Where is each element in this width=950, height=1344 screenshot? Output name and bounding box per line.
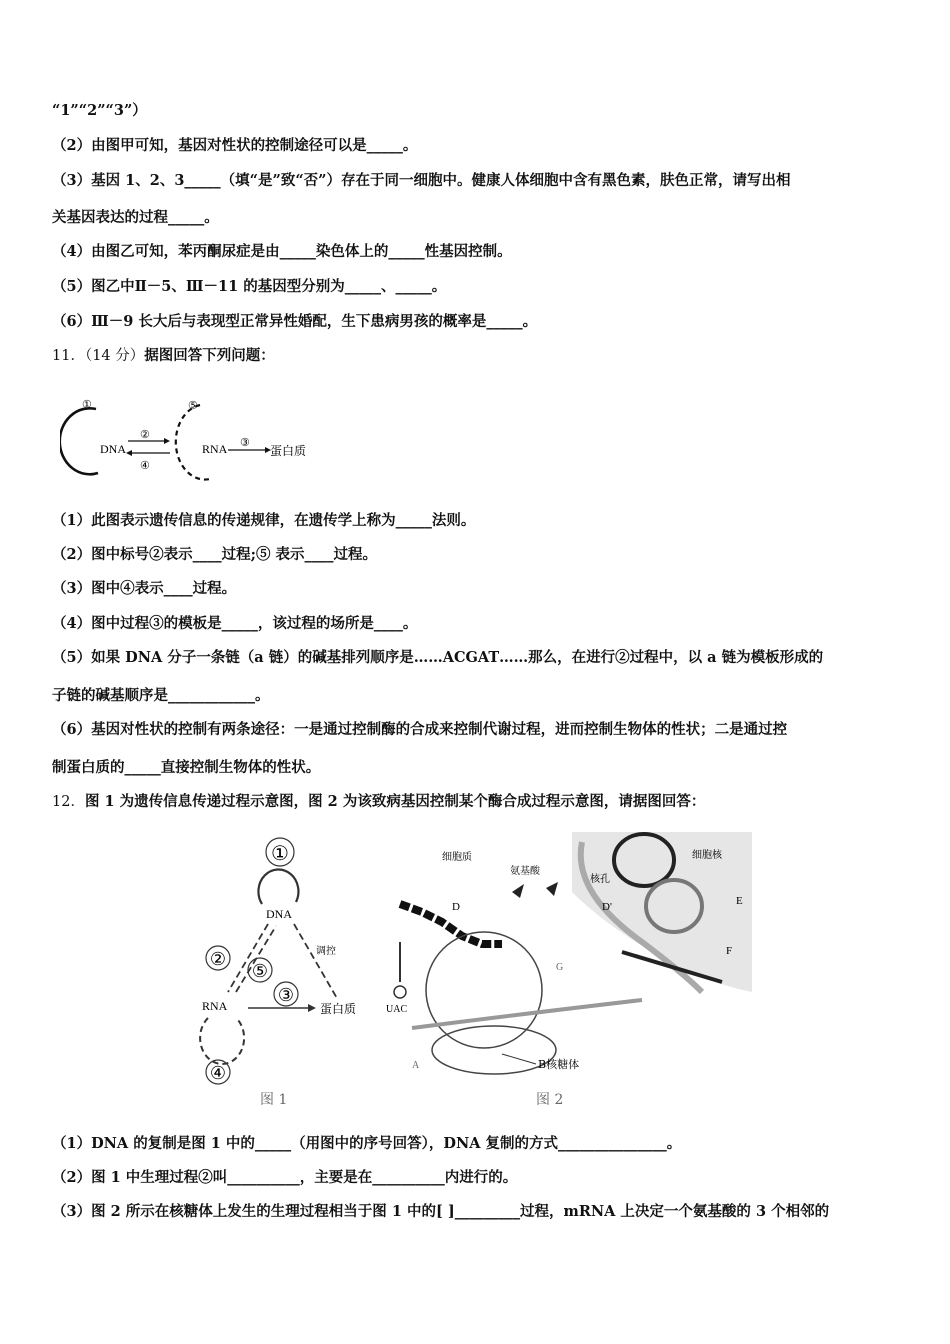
fig2-cytoplasm-label: 细胞质 [442, 852, 472, 863]
text-line: 关基因表达的过程_____。 [52, 209, 219, 226]
fig2-e-label: E [736, 895, 743, 907]
text-line: （6）Ⅲ－9 长大后与表现型正常异性婚配，生下患病男孩的概率是_____。 [52, 313, 538, 330]
figure-1 [190, 832, 380, 1112]
leader-line [502, 1054, 536, 1064]
fig1-rna-label: RNA [202, 999, 228, 1013]
text-line: （5）如果 DNA 分子一条链（a 链）的碱基排列顺序是……ACGAT……那么，在进行②过程中，以 a 链为模板形成的 [52, 649, 824, 666]
fig2-caption: 图 2 [536, 1092, 564, 1108]
text-line: （1）DNA 的复制是图 1 中的_____（用图中的序号回答），DNA 复制的方式_______________。 [52, 1135, 682, 1152]
question-stem: 据图回答下列问题： [144, 347, 275, 364]
question-stem: 图 1 为遗传信息传递过程示意图，图 2 为该致病基因控制某个酶合成过程示意图，请据图回答： [84, 793, 706, 810]
fig2-g-label: G [556, 962, 564, 973]
fig1-marker-1: ① [271, 843, 289, 865]
ribosome-large [426, 932, 542, 1048]
question-11-header [52, 346, 275, 366]
text-line: （1）此图表示遗传信息的传递规律，在遗传学上称为_____法则。 [52, 512, 476, 529]
fig2-pore-label: 核孔 [590, 874, 610, 885]
text-line: 子链的碱基顺序是____________。 [52, 687, 270, 704]
trna-loop [394, 986, 406, 998]
question-score: （14 分） [84, 348, 145, 364]
text-line: （3）图中④表示____过程。 [52, 580, 237, 597]
arrowhead [126, 450, 132, 456]
marker-2: ② [140, 429, 150, 441]
amino-acid-icon [546, 882, 558, 896]
fig2-ribosome-label: B核糖体 [538, 1058, 580, 1071]
marker-3: ③ [240, 437, 250, 449]
text-line: （3）图 2 所示在核糖体上发生的生理过程相当于图 1 中的[ ]_________过程，mRNA 上决定一个氨基酸的 3 个相邻的 [52, 1203, 830, 1220]
polypeptide-chain [400, 904, 502, 944]
replication-loop [60, 408, 98, 474]
fig2-a-label: A [412, 1060, 420, 1071]
text-line: “1”“2”“3”） [52, 102, 147, 119]
text-line: （3）基因 1、2、3_____（填“是”致“否”）存在于同一细胞中。健康人体细胞中含有黑色素，肤色正常，请写出相 [52, 172, 791, 189]
fig1-regulation-line [294, 924, 338, 1000]
text-line: （4）由图乙可知，苯丙酮尿症是由_____染色体上的_____性基因控制。 [52, 243, 512, 260]
fig2-amino-label: 氨基酸 [510, 866, 540, 877]
fig1-marker-3: ③ [277, 985, 295, 1005]
fig2-d2-label: D' [602, 901, 612, 913]
fig2-d-label: D [452, 901, 460, 913]
arrowhead [308, 1004, 316, 1012]
fig1-protein-label: 蛋白质 [320, 1002, 357, 1016]
marker-1: ① [82, 399, 92, 411]
fig1-dna-label: DNA [266, 907, 292, 921]
text-line: （2）图中标号②表示____过程;⑤ 表示____过程。 [52, 546, 377, 563]
fig1-rna-loop [200, 1018, 244, 1064]
nucleus-region [572, 832, 752, 992]
fig1-marker-4: ④ [209, 1063, 227, 1083]
question-number: 12． [52, 794, 85, 810]
fig1-marker-5: ⑤ [251, 961, 269, 981]
fig1-replication-loop [258, 869, 298, 904]
text-line: （5）图乙中Ⅱ－5、Ⅲ－11 的基因型分别为_____、_____。 [52, 278, 447, 295]
fig1-caption: 图 1 [260, 1092, 288, 1108]
arrowhead [164, 438, 170, 444]
fig2-f-label: F [726, 945, 733, 957]
marker-5: ⑤ [188, 400, 198, 412]
text-line: 制蛋白质的_____直接控制生物体的性状。 [52, 759, 321, 776]
central-dogma-figure [60, 393, 320, 488]
fig2-nucleus-label: 细胞核 [692, 850, 722, 861]
amino-acid-icon [512, 884, 524, 898]
text-line: （2）图 1 中生理过程②叫__________，主要是在__________内进行的。 [52, 1169, 518, 1186]
text-line: （2）由图甲可知，基因对性状的控制途径可以是_____。 [52, 137, 418, 154]
mrna-line [412, 1000, 642, 1028]
fig2-uac-label: UAC [386, 1004, 408, 1015]
question-number: 11． [52, 348, 85, 364]
figure-2 [382, 832, 752, 1112]
fig1-side-label: 调控 [316, 946, 336, 957]
rna-label: RNA [202, 442, 228, 456]
dna-label: DNA [100, 442, 126, 456]
question-12-header [52, 792, 705, 812]
protein-label: 蛋白质 [270, 444, 307, 458]
text-line: （6）基因对性状的控制有两条途径：一是通过控制酶的合成来控制代谢过程，进而控制生物体的性状；二是通过控 [52, 721, 788, 738]
fig1-marker-2: ② [209, 949, 227, 969]
text-line: （4）图中过程③的模板是_____，该过程的场所是____。 [52, 615, 418, 632]
marker-4: ④ [140, 460, 150, 472]
